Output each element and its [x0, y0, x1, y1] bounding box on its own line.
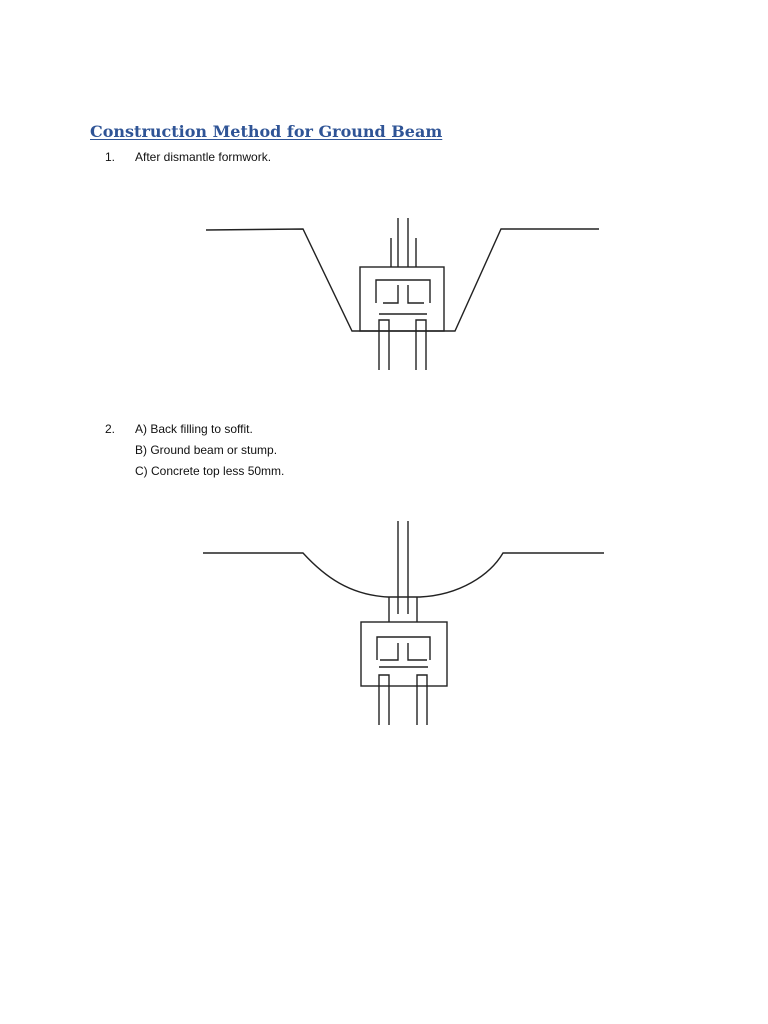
pile-leg: [379, 320, 389, 370]
reinforcement-hook: [408, 643, 427, 660]
list-text: After dismantle formwork.: [135, 150, 272, 164]
page-title: Construction Method for Ground Beam: [90, 122, 443, 141]
pile-leg: [417, 675, 427, 725]
reinforcement-cage: [376, 280, 430, 303]
list-item-1: [95, 150, 395, 168]
reinforcement-cage: [377, 637, 430, 660]
list-text-b: B) Ground beam or stump.: [135, 443, 278, 457]
footing-outline: [360, 267, 444, 331]
reinforcement-hook: [380, 643, 398, 660]
diagram-after-dismantle-formwork: [0, 210, 768, 380]
pile-leg: [416, 320, 426, 370]
list-text-a: A) Back filling to soffit.: [135, 422, 253, 436]
pile-leg: [379, 675, 389, 725]
list-item-2: [95, 422, 395, 486]
diagram-back-filling: [0, 515, 768, 730]
list-text-c: C) Concrete top less 50mm.: [135, 464, 285, 478]
backfill-profile-line: [203, 553, 604, 597]
reinforcement-hook: [383, 285, 398, 303]
list-number: 2.: [104, 422, 115, 436]
reinforcement-hook: [408, 285, 424, 303]
footing-outline: [361, 622, 447, 686]
list-number: 1.: [104, 150, 115, 164]
